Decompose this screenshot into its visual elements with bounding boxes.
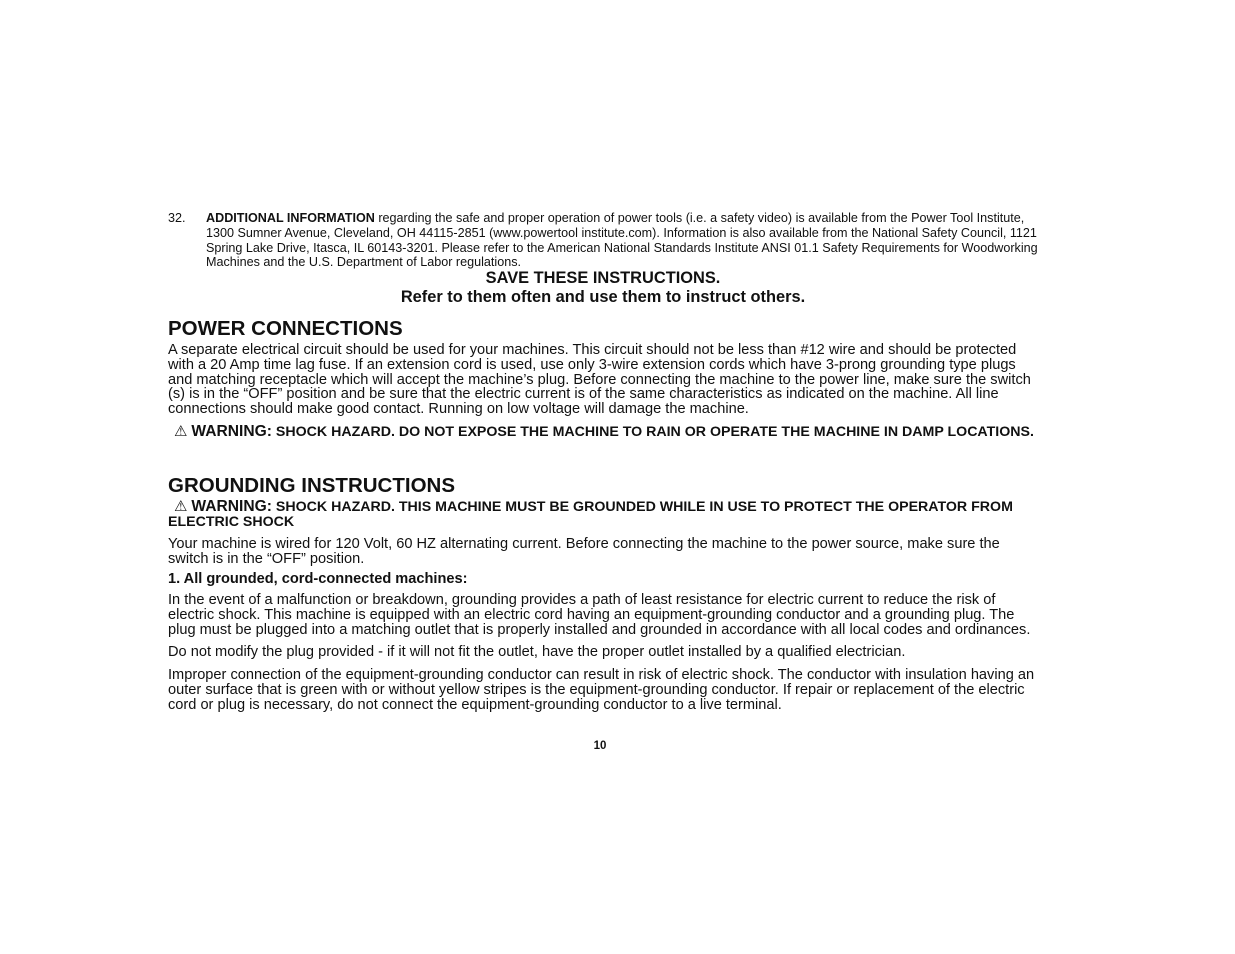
power-connections-section xyxy=(168,318,1038,440)
item-32-body: regarding the safe and proper operation of power tools (i.e. a safety video) is available from the Power Tool Institute, 1300 Sumner Avenue, Cleveland, OH 44115-2851 (www.powertool institute.com). Information is also available from the National Safety Council, 1121 Spring Lake Drive, Itasca, IL 60143-3201. Please refer to the American National Standards Institute ANSI 01.1 Safety Requirements for Woodworking Machines and the U.S. Department of Labor regulations. xyxy=(206,211,1038,270)
power-connections-heading: POWER CONNECTIONS xyxy=(168,317,403,340)
warning-triangle-icon: ⚠ xyxy=(174,498,188,515)
page-number: 10 xyxy=(593,740,607,752)
item-number: 32. xyxy=(168,211,186,225)
grounding-subheading: 1. All grounded, cord-connected machines: xyxy=(168,571,468,587)
warning-triangle-icon: ⚠ xyxy=(174,422,188,440)
power-connections-paragraph: A separate electrical circuit should be used for your machines. This circuit should not be less than #12 wire and should be protected with a 20 Amp time lag fuse. If an extension cord is used, use only 3-wire extension cords which have 3-prong grounding type plugs and matching receptacle which will accept the machine’s plug. Before connecting the machine to the power line, make sure the switch (s) is in the “OFF” position and be sure that the electric current is of the same characteristics as indicated on the machine. All line connections should make good contact. Running on low voltage will damage the machine. xyxy=(168,342,1031,418)
grounding-intro: Your machine is wired for 120 Volt, 60 HZ alternating current. Before connecting the machine to the power source, make sure the switch is in the “OFF” position. xyxy=(168,536,1000,568)
warning-text: SHOCK HAZARD. DO NOT EXPOSE THE MACHINE TO RAIN OR OPERATE THE MACHINE IN DAMP LOCATIONS. xyxy=(271,423,1034,440)
warning-label: WARNING: xyxy=(191,422,272,440)
grounding-paragraph-2: Do not modify the plug provided - if it will not fit the outlet, have the proper outlet installed by a qualified electrician. xyxy=(168,644,906,661)
save-instructions-title: SAVE THESE INSTRUCTIONS. xyxy=(485,269,721,287)
item-32-text xyxy=(206,211,1038,270)
grounding-heading: GROUNDING INSTRUCTIONS xyxy=(168,474,455,497)
item-32-lead: ADDITIONAL INFORMATION xyxy=(206,211,375,225)
grounding-warning xyxy=(168,499,1038,530)
grounding-section xyxy=(168,475,1038,713)
grounding-paragraph-3: Improper connection of the equipment-grounding conductor can result in risk of electric shock. The conductor with insulation having an outer surface that is green with or without yellow stripes is the equipment-grounding conductor. If repair or replacement of the electric cord or plug is necessary, do not connect the equipment-grounding conductor to a live terminal. xyxy=(168,667,1035,713)
warning-text: SHOCK HAZARD. THIS MACHINE MUST BE GROUNDED WHILE IN USE TO PROTECT THE OPERATOR FROM ELECTRIC SHOCK xyxy=(168,499,1013,531)
grounding-paragraph-1: In the event of a malfunction or breakdown, grounding provides a path of least resistance for electric current to reduce the risk of electric shock. This machine is equipped with an electric cord having an equipment-grounding conductor and a grounding plug. The plug must be plugged into a matching outlet that is properly installed and grounded in accordance with all local codes and ordinances. xyxy=(168,592,1031,638)
power-warning xyxy=(168,424,1038,440)
save-instructions-subtitle: Refer to them often and use them to instruct others. xyxy=(400,288,806,306)
warning-label: WARNING: xyxy=(191,498,272,515)
safety-item-32 xyxy=(168,211,1038,270)
